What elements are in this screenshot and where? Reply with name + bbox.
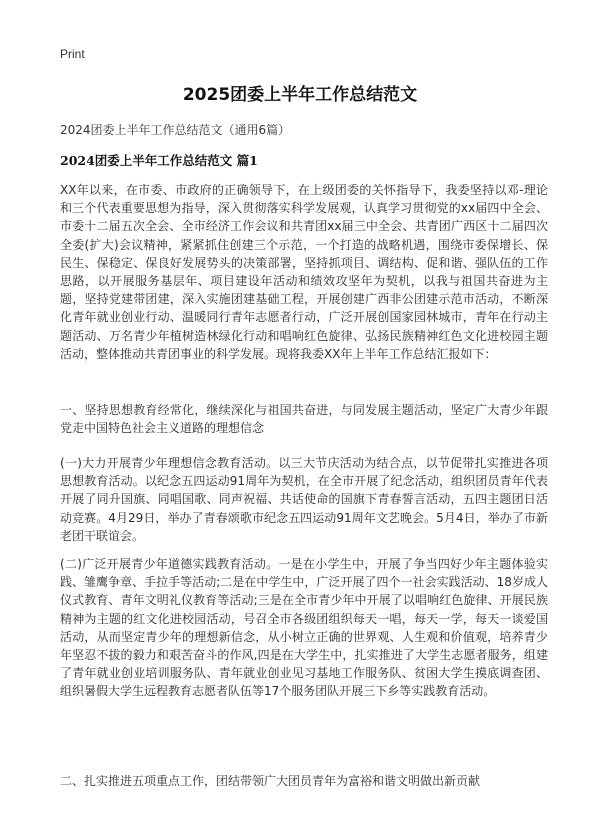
paragraph-heading-one: 一、坚持思想教育经常化，继续深化与祖国共奋进，与同发展主题活动，坚定广大青少年跟党走中国特色社会主义道路的理想信念 bbox=[60, 403, 548, 436]
section-heading: 2024团委上半年工作总结范文 篇1 bbox=[60, 153, 258, 168]
paragraph-ideals-education: (一)大力开展青少年理想信念教育活动。以三大节庆活动为结合点，以节促带扎实推进各项思想教育活动。以纪念五四运动91周年为契机，在全市开展了纪念活动，组织团员青年代表开展了同升国旗、同唱国歌、同声祝福、共话使命的国旗下青春誓言活动，五四主题团日活动竞赛。4月29日，举办了青春颂歌市纪念五四运动91周年文艺晚会。5月4日，举办了市新老团干联谊会。 bbox=[60, 456, 548, 543]
paragraph-intro: XX年以来，在市委、市政府的正确领导下，在上级团委的关怀指导下，我委坚持以邓-理论和三个代表重要思想为指导，深入贯彻落实科学发展观，认真学习贯彻党的xx届四中全会、市委十二届五次全会、全市经济工作会议和共青团xx届三中全会、共青团广西区十二届四次全委(扩大)会议精神，紧紧抓住创建三个示范，一个打造的战略机遇，围绕市委保增长、保民生、保稳定、保良好发展势头的决策部署，坚持抓项目、调结构、促和谐、强队伍的工作思路，以开展服务基层年、项目建设年活动和绩效攻坚年为契机，以我与祖国共奋进为主题，坚持党建带团建，深入实施团建基础工程，开展创建广西非公团建示范市活动，不断深化青年就业创业行动、温暖同行青年志愿者行动，广泛开展创国家园林城市，青年在行动主题活动、万名青少年植树造林绿化行动和唱响红色旋律、弘扬民族精神红色文化进校园主题活动，整体推动共青团事业的科学发展。现将我委XX年上半年工作总结汇报如下： bbox=[60, 183, 548, 361]
paragraph-moral-practice: (二)广泛开展青少年道德实践教育活动。一是在小学生中，开展了争当四好少年主题体验实践、雏鹰争章、手拉手等活动;二是在中学生中，广泛开展了四个一社会实践活动、18岁成人仪式教育、青年文明礼仪教育等活动;三是在全市青少年中开展了以唱响红色旋律、开展民族精神为主题的红文化进校园活动，号召全市各级团组织每天一唱，每天一学，每天一谈爱国活动，从而坚定青少年的理想新信念，从小树立正确的世界观、人生观和价值观，培养青少年坚忍不拔的毅力和艰苦奋斗的作风,四是在大学生中，扎实推进了大学生志愿者服务，组建了青年就业创业培训服务队、青年就业创业见习基地工作服务队、贫困大学生摸底调查团、组织暑假大学生远程教育志愿者队伍等17个服务团队开展三下乡等实践教育活动。 bbox=[60, 557, 548, 699]
document-subtitle: 2024团委上半年工作总结范文（通用6篇） bbox=[60, 123, 291, 137]
print-link[interactable]: Print bbox=[60, 47, 85, 61]
paragraph-heading-two: 二、扎实推进五项重点工作，团结带领广大团员青年为富裕和谐文明做出新贡献 bbox=[60, 774, 481, 788]
page-title: 2025团委上半年工作总结范文 bbox=[182, 85, 418, 105]
